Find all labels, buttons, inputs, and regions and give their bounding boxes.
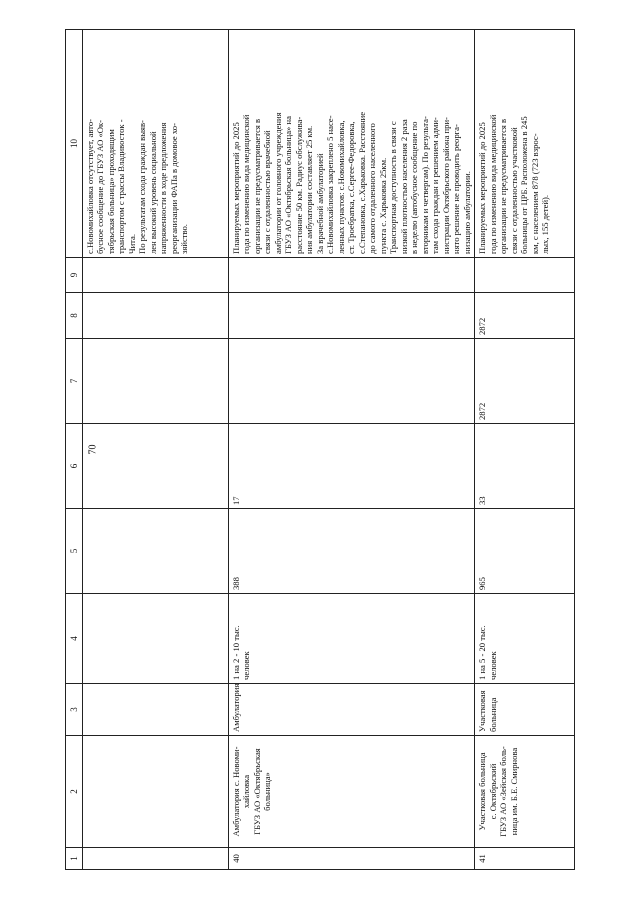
facility-type: Амбулатория bbox=[229, 684, 475, 736]
col-header: 8 bbox=[66, 293, 83, 339]
col-header: 4 bbox=[66, 594, 83, 684]
table-row bbox=[83, 30, 229, 870]
norm-cell: 1 на 5 - 20 тыс. человек bbox=[475, 594, 575, 684]
table-cell-remarks: Планируемых мероприятий до 2025 года по изменению вида медицинской организации не предусматривается в связи с отдаленностью участковой больницы от ЦРБ. Расположена в 245 км, с населением 878 (723 взрос- лых, 155 детей). bbox=[475, 30, 575, 258]
value-cell: 2872 bbox=[475, 339, 575, 424]
value-cell bbox=[229, 293, 475, 339]
row-number: 41 bbox=[475, 848, 575, 870]
table-cell bbox=[83, 293, 229, 339]
col-header: 10 bbox=[66, 30, 83, 258]
data-table bbox=[65, 29, 575, 870]
value-cell: 965 bbox=[475, 509, 575, 594]
col-header: 2 bbox=[66, 736, 83, 848]
facility-name: Амбулатория с. Новоми- хайловка ГБУЗ АО «Октябрьская больница» bbox=[229, 736, 475, 848]
col-header: 7 bbox=[66, 339, 83, 424]
value-cell: 33 bbox=[475, 424, 575, 509]
table-cell-remarks: Планируемых мероприятий до 2025 года по изменению вида медицинской организации не предусматривается в связи с отдаленностью врачебной амбулатории от головного учреждения ГБУЗ АО «Октябрьская больница» на расстояние 50 км. Радиус обслужива- ния амбулатории составляет 25 км. За врачебной амбулаторией с.Новомихайловка закреплено 5 насе- ленных пунктов: с.Новомихайловка, ст. Троебратка, с.Сергее-Федоровка, с.Степановка, с.Харьковка. Расстояние до самого отдаленного населенного пункта с. Харьковка 25км. Транспортная доступность в связи с низкой плотностью населения 2 раза в неделю (автобусное сообщение по вторникам и четвергам). По результа- там схода граждан и решением адми- нистрации Октябрьского района при- нято решение не проводить реорга- низацию амбулатории. bbox=[229, 30, 475, 258]
table-cell-remarks: с.Новомихайловка отсутствует, авто- бусное сообщение до ГБУЗ АО «Ок- тябрьская больница» проходящим транспортом с трассы Владивосток - Чита. По результатам схода граждан выяв- лен высокий уровень социальной напряженности в ходе предложения реорганизации ФАПа в домовое хо- зяйство. bbox=[83, 30, 229, 258]
table-cell bbox=[83, 848, 229, 870]
col-header: 1 bbox=[66, 848, 83, 870]
table-cell bbox=[83, 258, 229, 293]
table-cell bbox=[83, 424, 229, 509]
table-row bbox=[475, 30, 575, 870]
table-row bbox=[229, 30, 475, 870]
table-cell bbox=[83, 339, 229, 424]
header-row bbox=[66, 30, 83, 870]
value-cell: 388 bbox=[229, 509, 475, 594]
value-cell: 17 bbox=[229, 424, 475, 509]
page-number: 70 bbox=[87, 444, 99, 455]
col-header: 9 bbox=[66, 258, 83, 293]
facility-name: Участковая больница с. Октябрьский ГБУЗ АО «Зейская боль- ница им. Б.Е. Смирнова bbox=[475, 736, 575, 848]
value-cell: 2872 bbox=[475, 293, 575, 339]
facility-type: Участковая больница bbox=[475, 684, 575, 736]
col-header: 6 bbox=[66, 424, 83, 509]
value-cell bbox=[475, 258, 575, 293]
rotated-table-container bbox=[65, 30, 575, 870]
col-header: 5 bbox=[66, 509, 83, 594]
table-cell bbox=[83, 684, 229, 736]
table-cell bbox=[83, 509, 229, 594]
table-cell bbox=[83, 736, 229, 848]
norm-cell: 1 на 2 - 10 тыс. человек bbox=[229, 594, 475, 684]
value-cell bbox=[229, 258, 475, 293]
table-cell bbox=[83, 594, 229, 684]
row-number: 40 bbox=[229, 848, 475, 870]
value-cell bbox=[229, 339, 475, 424]
col-header: 3 bbox=[66, 684, 83, 736]
